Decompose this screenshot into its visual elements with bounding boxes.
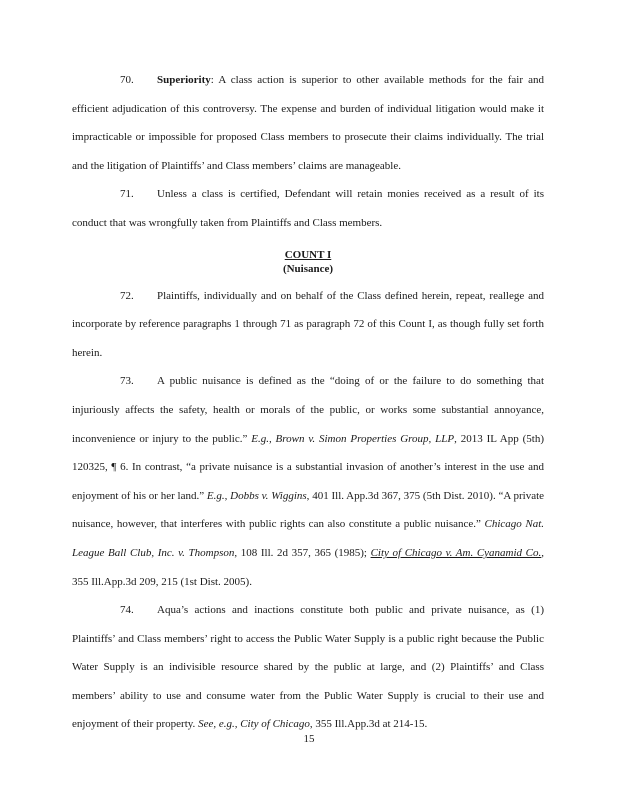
paragraph-72 — [72, 282, 544, 368]
count-heading — [72, 248, 544, 276]
paragraph-text: Plaintiffs, individually and on behalf of the Class defined herein, repeat, reallege and incorporate by reference paragraphs 1 through 71 as paragraph 72 of this Count I, as though fully set forth herein. — [72, 289, 544, 359]
page-number: 15 — [303, 733, 315, 745]
case-citation: See, e.g., City of Chicago — [198, 718, 310, 731]
case-citation: Chicago Nat. League Ball Club, Inc. v. Thompson — [72, 518, 544, 559]
case-citation: City of Chicago v. Am. Cyanamid Co. — [370, 546, 542, 559]
document-body — [72, 66, 544, 739]
case-citation: E.g., Dobbs v. Wiggins — [206, 489, 307, 502]
paragraph-text: , 355 Ill.App.3d at 214-15. — [309, 718, 428, 731]
paragraph-70 — [72, 66, 544, 180]
paragraph-number: 71. — [120, 188, 134, 201]
paragraph-text: , 401 Ill. App.3d 367, 375 (5th Dist. 2010). “A private nuisance, however, that interferes with public rights can also constitute a public nuisance.” — [72, 489, 545, 531]
paragraph-text: , 108 Ill. 2d 357, 365 (1985); — [234, 546, 371, 559]
paragraph-heading: Superiority — [157, 74, 211, 86]
paragraph-text: : A class action is superior to other available methods for the fair and efficient adjudication of this controversy. The expense and burden of individual litigation would make it impracticable or impossible for proposed Class members to prosecute their claims individually. The trial and the litigation of Plaintiffs’ and Class members’ claims are manageable. — [72, 74, 544, 172]
paragraph-text: A public nuisance is defined as the “doing of or the failure to do something that injuriously affects the safety, health or morals of the public, or works some substantial annoyance, inconvenience or injury to the public.” — [72, 375, 544, 445]
paragraph-text: Unless a class is certified, Defendant will retain monies received as a result of its conduct that was wrongfully taken from Plaintiffs and Class members. — [72, 188, 544, 229]
paragraph-74 — [72, 596, 544, 739]
paragraph-text: , 2013 IL App (5th) 120325, ¶ 6. In contrast, “a private nuisance is a substantial invasion of another’s interest in the use and enjoyment of his or her land.” — [72, 432, 544, 502]
paragraph-number: 73. — [120, 375, 134, 388]
paragraph-number: 72. — [120, 289, 134, 302]
paragraph-number: 74. — [120, 604, 134, 617]
paragraph-text: , 355 Ill.App.3d 209, 215 (1st Dist. 2005). — [72, 546, 544, 588]
count-title: COUNT I — [284, 248, 332, 261]
paragraph-73 — [72, 367, 544, 596]
paragraph-number: 70. — [120, 74, 134, 86]
paragraph-71 — [72, 180, 544, 237]
count-subtitle: (Nuisance) — [282, 262, 334, 275]
paragraph-text: Aqua’s actions and inactions constitute both public and private nuisance, as (1) Plaintiffs’ and Class members’ right to access the Public Water Supply is a public right because the Public Water Supply is an indivisible resource shared by the public at large, and (2) Plaintiffs’ and Class members’ ability to use and consume water from the Public Water Supply is crucial to their use and enjoyment of their property. — [72, 604, 544, 731]
case-citation: E.g., Brown v. Simon Properties Group, LLP — [251, 432, 455, 445]
